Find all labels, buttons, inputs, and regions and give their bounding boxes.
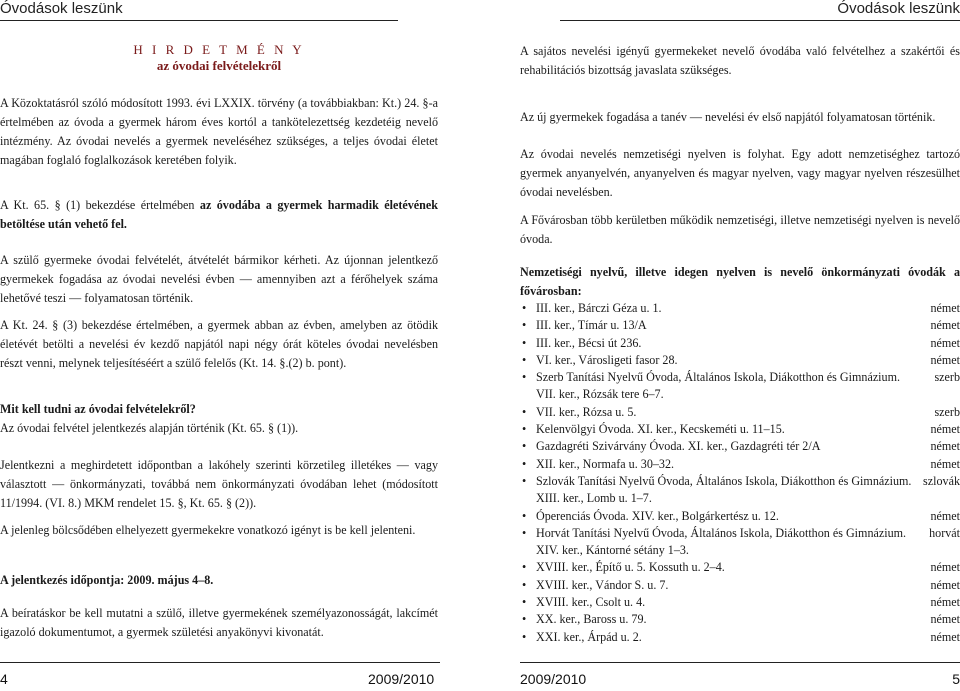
list-item-name: XVIII. ker., Csolt u. 4. xyxy=(536,595,646,610)
list-item-language: német xyxy=(930,301,960,315)
notice-title xyxy=(0,42,438,74)
list-item-name: Szerb Tanítási Nyelvű Óvoda, Általános Iskola, Diákotthon és Gimnázium. VII. ker., Rózsák tere 6–7. xyxy=(536,370,901,402)
bullet-icon: • xyxy=(522,525,527,540)
list-item-name: XX. ker., Baross u. 79. xyxy=(536,612,647,627)
list-item-language: német xyxy=(930,595,960,610)
footer-rule-left xyxy=(0,662,440,663)
list-item-language: német xyxy=(930,612,960,627)
list-item xyxy=(520,508,960,525)
list-item-name: Horvát Tanítási Nyelvű Óvoda, Általános Iskola, Diákotthon és Gimnázium. XIV. ker., Kántorné sétány 1–3. xyxy=(536,525,907,558)
bullet-icon: • xyxy=(522,629,527,644)
paragraph-new-children: Az új gyermekek fogadása a tanév — nevelési év első napjától folyamatosan történik. xyxy=(520,110,936,124)
list-item-name: XII. ker., Normafa u. 30–32. xyxy=(536,456,675,471)
list-item-language: horvát xyxy=(929,525,960,540)
list-item xyxy=(520,421,960,438)
list-item xyxy=(520,369,960,404)
paragraph-nursery: A jelenleg bölcsődében elhelyezett gyermekekre vonatkozó igényt is be kell jelenteni. xyxy=(0,523,416,537)
header-rule-left xyxy=(0,20,398,21)
what-to-know-heading: Mit kell tudni az óvodai felvételekről? xyxy=(0,402,196,416)
list-item-language: német xyxy=(930,318,960,333)
paragraph-documents: A beíratáskor be kell mutatni a szülő, illetve gyermekének személyazonosságát, lakcímét igazoló dokumentumot, a gyermek születési anyakönyvi kivonatát. xyxy=(0,606,438,639)
bullet-icon: • xyxy=(522,352,527,367)
bullet-icon: • xyxy=(522,595,527,610)
bullet-icon: • xyxy=(522,508,527,523)
paragraph-nationality: Az óvodai nevelés nemzetiségi nyelven is folyhat. Egy adott nemzetiséghez tartozó gyermek anyanyelvén, anyanyelven és magyar nyelven, vagy magyar nyelven részesülhet óvodai nevelésben. xyxy=(520,147,960,199)
list-item xyxy=(520,611,960,628)
paragraph-intro: A Közoktatásról szóló módosított 1993. évi LXXIX. törvény (a továbbiakban: Kt.) 24. §-a értelmében az óvoda a gyermek három éves kortól a tankötelezettség kezdetéig nevelő intézmény. Az óvodai nevelés a gyermek neveléséhez szükséges, a teljes óvodai életet magában foglaló foglalkozások keretében folyik. xyxy=(0,96,438,167)
list-item xyxy=(520,577,960,594)
list-item-language: német xyxy=(930,508,960,523)
list-item-language: szerb xyxy=(934,404,960,419)
list-item xyxy=(520,352,960,369)
paragraph-capital: A Fővárosban több kerületben működik nemzetiségi, illetve nemzetiségi nyelven is nevelő óvoda. xyxy=(520,213,960,246)
list-item-language: szerb xyxy=(934,370,960,385)
bullet-icon: • xyxy=(522,439,527,454)
application-date xyxy=(0,571,438,590)
paragraph-anytime: A szülő gyermeke óvodai felvételét, átvételét bármikor kérheti. Az újonnan jelentkező gyermekek fogadása az óvodai nevelési évben — amennyiben azt a férőhelyek száma lehetővé teszi — folyamatosan történik. xyxy=(0,253,438,305)
list-item-language: német xyxy=(930,629,960,644)
list-item-language: német xyxy=(930,456,960,471)
list-item-name: III. ker., Bécsi út 236. xyxy=(536,335,642,350)
list-item-language: német xyxy=(930,439,960,454)
bullet-icon: • xyxy=(522,612,527,627)
kindergarten-list xyxy=(520,300,960,646)
page-number-left: 4 xyxy=(0,671,8,687)
paragraph-apply: Jelentkezni a meghirdetett időpontban a lakóhely szerinti körzetileg illetékes — vagy választott — önkormányzati, továbbá nem önkormányzati óvodában lehet (módosított 11/1994. (VI. 8.) MKM rendelet 15. §, Kt. 65. § (2)). xyxy=(0,458,438,510)
bullet-icon: • xyxy=(522,456,527,471)
header-rule-right xyxy=(560,20,960,21)
footer-year-left: 2009/2010 xyxy=(368,671,435,687)
list-item-name: Óperenciás Óvoda. XIV. ker., Bolgárkertész u. 12. xyxy=(536,508,779,523)
list-item-language: német xyxy=(930,335,960,350)
bullet-icon: • xyxy=(522,301,527,315)
list-item-name: XVIII. ker., Vándor S. u. 7. xyxy=(536,577,669,592)
list-item xyxy=(520,335,960,352)
paragraph-mandatory: A Kt. 24. § (3) bekezdése értelmében, a gyermek abban az évben, amelyben az ötödik életévét betölti a nevelési év kezdő napjától napi négy órát köteles óvodai nevelésben részt venni, melynek teljesítéséért a szülő felelős (Kt. 14. §.(2) b. pont). xyxy=(0,318,438,370)
list-item-name: XVIII. ker., Építő u. 5. Kossuth u. 2–4. xyxy=(536,560,725,575)
list-item-name: Szlovák Tanítási Nyelvű Óvoda, Általános Iskola, Diákotthon és Gimnázium. XIII. ker., Lomb u. 1–7. xyxy=(536,473,912,506)
footer-year-right: 2009/2010 xyxy=(520,671,587,687)
list-item-language: német xyxy=(930,352,960,367)
list-item xyxy=(520,300,960,317)
notice-title-main: H I R D E T M É N Y xyxy=(133,42,305,57)
list-item-language: német xyxy=(930,577,960,592)
bullet-icon: • xyxy=(522,422,527,437)
kindergarten-list-heading xyxy=(520,263,960,301)
list-item-language: szlovák xyxy=(923,473,960,488)
paragraph-age xyxy=(0,196,438,234)
list-item xyxy=(520,404,960,421)
application-date-text: A jelentkezés időpontja: 2009. május 4–8. xyxy=(0,573,214,587)
bullet-icon: • xyxy=(522,318,527,333)
list-item-name: III. ker., Tímár u. 13/A xyxy=(536,318,647,333)
bullet-icon: • xyxy=(522,404,527,419)
list-item-name: Kelenvölgyi Óvoda. XI. ker., Kecskeméti u. 11–15. xyxy=(536,422,785,437)
list-item-name: III. ker., Bárczi Géza u. 1. xyxy=(536,301,662,315)
running-header-left: Óvodások leszünk xyxy=(0,0,123,17)
list-item-language: német xyxy=(930,422,960,437)
paragraph-special-needs: A sajátos nevelési igényű gyermekeket nevelő óvodába való felvételhez a szakértői és rehabilitációs bizottság javaslata szükséges. xyxy=(520,44,960,77)
list-heading-text: Nemzetiségi nyelvű, illetve idegen nyelven is nevelő önkormányzati óvodák a fővárosban: xyxy=(520,265,960,298)
paragraph-age-bold: az óvodába a gyermek harmadik életévének betöltése után vehető fel. xyxy=(0,198,438,231)
running-header-right: Óvodások leszünk xyxy=(837,0,960,17)
paragraph-age-text: A Kt. 65. § (1) bekezdése értelmében xyxy=(0,198,200,212)
list-item-name: VI. ker., Városligeti fasor 28. xyxy=(536,352,678,367)
bullet-icon: • xyxy=(522,370,527,385)
list-item xyxy=(520,629,960,646)
bullet-icon: • xyxy=(522,335,527,350)
bullet-icon: • xyxy=(522,560,527,575)
footer-rule-right xyxy=(520,662,960,663)
bullet-icon: • xyxy=(522,577,527,592)
list-item xyxy=(520,438,960,455)
list-item xyxy=(520,473,960,508)
list-item xyxy=(520,594,960,611)
list-item xyxy=(520,525,960,560)
list-item xyxy=(520,317,960,334)
notice-title-sub: az óvodai felvételekről xyxy=(156,58,282,73)
bullet-icon: • xyxy=(522,473,527,488)
list-item xyxy=(520,559,960,576)
list-item-language: német xyxy=(930,560,960,575)
paragraph-what-to-know xyxy=(0,400,438,438)
list-item xyxy=(520,456,960,473)
what-to-know-text: Az óvodai felvétel jelentkezés alapján történik (Kt. 65. § (1)). xyxy=(0,421,299,435)
list-item-name: XXI. ker., Árpád u. 2. xyxy=(536,629,642,644)
list-item-name: Gazdagréti Szivárvány Óvoda. XI. ker., Gazdagréti tér 2/A xyxy=(536,439,821,454)
page-number-right: 5 xyxy=(952,671,960,687)
list-item-name: VII. ker., Rózsa u. 5. xyxy=(536,404,637,419)
